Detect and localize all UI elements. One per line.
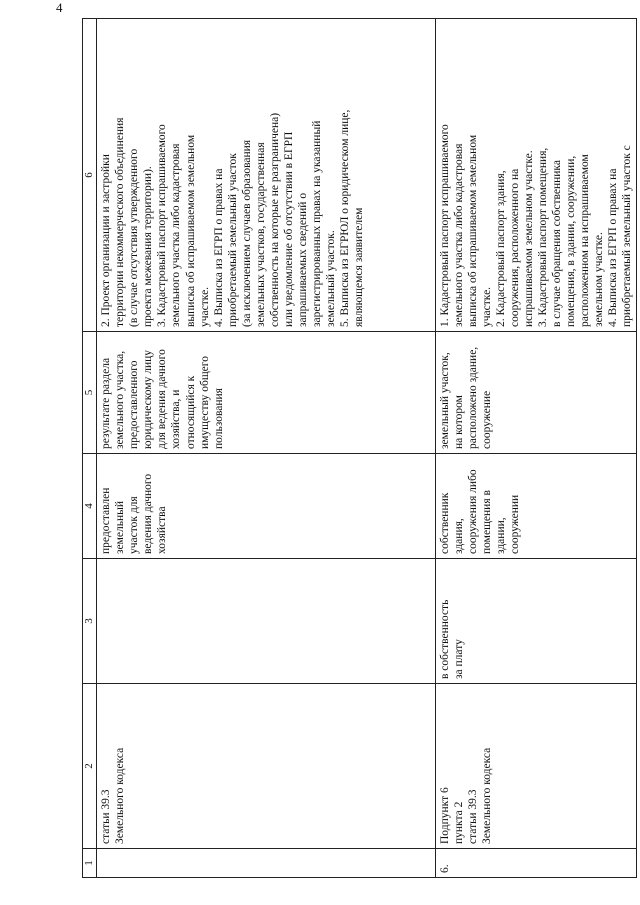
right-type-cell	[97, 559, 435, 684]
documents-cell: 2. Проект организации и застройки территории некоммерческого объединения (в случае отсутствия утвержденного проекта межевания территории). 3. Кадастровый паспорт испрашиваемого земельного участка либо кадастровая выписка об испрашиваемом земельном участке. 4. Выписка из ЕГРП о правах на приобретаемый земельный участок (за исключением случаев образования земельных участков, государственная собственность на которые не разграничена) или уведомление об отсутствии в ЕГРП запрашиваемых сведений о зарегистрированных правах на указанный земельный участок. 5. Выписка из ЕГРЮЛ о юридическом лице, являющемся заявителем	[97, 19, 435, 332]
land-plot-documents-table	[82, 18, 637, 878]
table-row	[435, 19, 636, 878]
row-number-cell	[97, 849, 435, 878]
header-col-3: 3	[83, 559, 97, 684]
header-col-1: 1	[83, 849, 97, 878]
land-plot-cell: результате раздела земельного участка, предоставленного юридическому лицу для ведения дачного хозяйства, и относящийся к имуществу общего пользования	[97, 332, 435, 454]
applicant-cell: собственник здания, сооружения либо помещения в здании, сооружении	[435, 454, 636, 559]
documents-cell: 1. Кадастровый паспорт испрашиваемого земельного участка либо кадастровая выписка об испрашиваемом земельном участке. 2. Кадастровый паспорт здания, сооружения, расположенного на испрашиваемом земельном участке. 3. Кадастровый паспорт помещения, в случае обращения собственника помещения, в здании, сооружении, расположенном на испрашиваемом земельном участке. 4. Выписка из ЕГРП о правах на приобретаемый земельный участок с	[435, 19, 636, 332]
header-col-5: 5	[83, 332, 97, 454]
land-plot-cell: земельный участок, на котором расположено здание, сооружение	[435, 332, 636, 454]
legal-basis-cell: статьи 39.3 Земельного кодекса	[97, 684, 435, 849]
page-number: 4	[56, 0, 63, 15]
row-number-cell: 6.	[435, 849, 636, 878]
header-col-6: 6	[83, 19, 97, 332]
table-row	[97, 19, 435, 878]
table-header-row	[83, 19, 97, 878]
rotated-document-table	[82, 18, 637, 878]
legal-basis-cell: Подпункт 6 пункта 2 статьи 39.3 Земельного кодекса	[435, 684, 636, 849]
header-col-4: 4	[83, 454, 97, 559]
right-type-cell: в собственность за плату	[435, 559, 636, 684]
applicant-cell: предоставлен земельный участок для ведения дачного хозяйства	[97, 454, 435, 559]
header-col-2: 2	[83, 684, 97, 849]
